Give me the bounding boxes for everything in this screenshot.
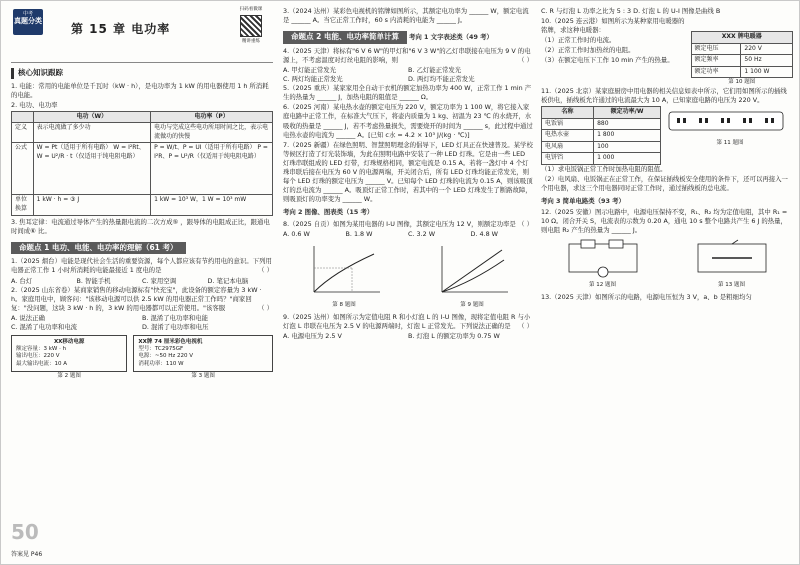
knowledge-p1: 1. 电能：常用的电能单位是千瓦时（kW · h），是电功率为 1 kW 的用电器使用 1 h 所消耗的电能。 <box>11 81 269 99</box>
question-11-part: （1）求电饭锅正常工作时加热电阻的阻值。 <box>541 164 667 173</box>
subtopic-2: 考向 2 图像、图表类（15 考） <box>283 208 374 217</box>
table-cell: 表示电流做了多少功 <box>33 123 150 143</box>
fig2-line: 额定容量：3 kW · h <box>16 346 67 353</box>
knowledge-p3: 3. 焦耳定律：电流通过导体产生的热量跟电流的二次方成⑤ ，跟导体的电阻成正比，跟通电时间成⑥ 比。 <box>11 217 270 235</box>
figure-9-caption: 第 9 题图 <box>460 301 484 308</box>
table-cell: 1 kW · h = ③ J <box>33 195 150 215</box>
question-1-options <box>11 277 273 286</box>
option[interactable]: A. 甲灯能正常发光 <box>283 66 337 75</box>
circuit-12-diagram <box>563 238 643 278</box>
socket <box>699 118 702 123</box>
option[interactable]: A. 台灯 <box>11 276 33 285</box>
figure-13-caption: 第 13 题图 <box>718 282 745 289</box>
qr-top-text: 扫码看微课 <box>239 7 263 12</box>
table-cell: 1 kW = 10³ W，1 W = 10³ mW <box>151 195 273 215</box>
figures-12-13 <box>541 238 793 290</box>
option[interactable]: D. 混淆了电功率和电压 <box>142 322 209 331</box>
ammeter-icon <box>598 267 608 277</box>
table-cell: P = W/t、P = UI（适用于所有电路） P = I²R、P = U²/R（仅适用于纯电阻电路） <box>151 143 273 195</box>
socket <box>677 118 680 123</box>
knowledge-section-title: 核心知识跟踪 <box>11 68 67 79</box>
fig3-title: XX牌 74 厘米彩色电视机 <box>138 339 203 346</box>
question-9-text: 9.（2025 达州）如图所示为定值电阻 R 和小灯泡 L 的 I-U 图像，现将定值电阻 R 与小灯泡 L 串联在电压为 2.5 V 的电源两端时，灯泡 L 正常发光。下列说法正确的是 <box>283 312 531 330</box>
subtopic-1: 考向 1 文字表述类（49 考） <box>409 33 493 42</box>
fig2-line: 最大输出电流：10 A <box>16 360 68 367</box>
table-cell: W = Pt（适用于所有电路） W = I²Rt、W = U²/R · t（仅适用于纯电阻电路） <box>33 143 150 195</box>
question-2-text: 2.（2025 山东省卷）某商家销售的移动电源标有"快充宝"，此设备的额定容量为 3 kW · h。家庭用电中，顾客问："该移动电源可以供 2.5 kW 的用电器正常工作吗？"商家回复："没问题，这块 3 kW · h 的，3 kW 的用电器都可以正常使用。"该客服 <box>11 285 262 312</box>
table-cell: 单位换算 <box>12 195 34 215</box>
figure-8 <box>304 242 384 310</box>
option[interactable]: C. 3.2 W <box>408 229 436 238</box>
resistor-r1 <box>581 240 595 248</box>
question-11-part: （2）电风扇、电饭锅正在正常工作，在保证插线板安全使用的条件下，还可以再接入一个用电器，求这三个用电器同时正常工作时，通过插线板的总电流。 <box>541 174 788 192</box>
question-8-options <box>283 230 533 239</box>
table-cell: 50 Hz <box>741 55 793 67</box>
subtopic-3: 考向 3 简单电路类（93 考） <box>541 197 625 205</box>
question-8 <box>283 220 533 229</box>
question-1-text: 1.（2025 烟台）电能是现代社会生活的重要资源，每个人都应该有节约用电的意识。下列用电器正常工作 1 小时所消耗的电能最接近 1 度电的是 <box>11 257 272 275</box>
fig3-line: 电源：~50 Hz 220 V <box>138 353 193 360</box>
table-row <box>691 55 793 67</box>
qr-code-icon[interactable] <box>240 15 262 37</box>
socket <box>721 118 724 123</box>
table-cell: 电功与完成这些电功所用时间之比，表示电流做功的快慢 <box>151 123 273 143</box>
question-2 <box>11 286 273 313</box>
table-row <box>12 123 273 143</box>
question-7: 7.（2025 新疆）在绿色照明、智慧照明理念的倡导下，LED 灯具正在快速普及。某学校等候区打造了灯光装饰墙，为此在照明电路中安装了一种 LED 灯珠。它是由一些 LED 灯珠串联组成的 LED 灯带，灯珠规格相同，额定电流是 0.15 A。若将一盏灯中 4 个灯珠串联后接在电压为 60 V 的电源两端，开关闭合后，所有 LED 灯珠均能正常发光，则每个 LED 灯珠的额定电压为 ______ V。已知每个 LED 灯珠的电流为 0.15 A，则该吸顶灯的总电流为 ______ A。吸顶灯正常工作时，若其中的一个 LED 灯珠发生了断路故障，则吸顶灯的功率变为 ______ W。 <box>283 140 533 204</box>
figure-8-graph <box>304 242 384 298</box>
option[interactable]: B. 乙灯能正常发光 <box>408 66 462 75</box>
answer-paren: （ ） <box>518 321 533 330</box>
figure-2-caption: 第 2 题图 <box>57 372 81 379</box>
fig10-title: XXX 牌电暖器 <box>691 32 793 44</box>
logo-top-text: 中考 <box>22 11 33 17</box>
answer-paren: （ ） <box>518 55 533 64</box>
figures-8-9 <box>283 242 533 310</box>
option[interactable]: B. 智能手机 <box>76 276 111 285</box>
figure-8-caption: 第 8 题图 <box>332 301 356 308</box>
table-cell: 公式 <box>12 143 34 195</box>
line-a <box>442 250 502 292</box>
figure-9-graph <box>432 242 512 298</box>
table-cell: 电饭锅 <box>542 118 594 130</box>
question-11-figures <box>541 106 793 165</box>
socket <box>727 118 730 123</box>
option[interactable]: A. 0.6 W <box>283 229 310 238</box>
table-header: 电功（W） <box>33 111 150 123</box>
question-13: 13.（2025 天津）如图所示的电路，电源电压恒为 3 V，a、b 是粗细均匀 <box>541 293 752 302</box>
page-number: 50 <box>11 519 39 544</box>
iu-curve <box>314 254 374 292</box>
table-cell: 电饼铛 <box>542 153 594 165</box>
socket <box>765 118 768 123</box>
table-row <box>542 130 661 142</box>
table-header: 电功率（P） <box>151 111 273 123</box>
option[interactable]: D. 两灯均不能正常发光 <box>408 75 475 84</box>
socket <box>749 118 752 123</box>
table-row <box>542 141 661 153</box>
question-9 <box>283 313 533 331</box>
option[interactable]: A. 说法正确 <box>11 313 45 322</box>
circuit-13-diagram <box>692 238 772 278</box>
option[interactable]: B. 灯泡 L 的额定功率为 0.75 W <box>408 331 500 340</box>
curve-b <box>442 260 504 292</box>
option[interactable]: C. 两灯均能正常发光 <box>283 75 343 84</box>
question-10-block <box>541 17 793 87</box>
table-row <box>691 66 793 78</box>
answer-paren: （ ） <box>518 219 533 228</box>
option[interactable]: D. 笔记本电脑 <box>207 276 249 285</box>
question-1 <box>11 257 273 275</box>
knowledge-p2: 2. 电功、电功率 <box>11 100 58 109</box>
option[interactable]: D. 4.8 W <box>470 229 498 238</box>
question-4-options <box>283 66 533 84</box>
socket <box>683 118 686 123</box>
answer-reference: 答案见 P46 <box>11 551 43 559</box>
switch-icon <box>732 240 738 244</box>
option[interactable]: B. 混淆了电功率和电能 <box>142 313 208 322</box>
figure-12-caption: 第 12 题图 <box>589 282 616 289</box>
table-cell: 定义 <box>12 123 34 143</box>
option[interactable]: A. 电源电压为 2.5 V <box>283 331 342 340</box>
table-cell: 1 800 <box>594 130 661 142</box>
table-cell: 电热水壶 <box>542 130 594 142</box>
topic1-title: 命题点 1 电功、电能、电功率的理解（61 考） <box>11 242 186 255</box>
formula-table <box>11 111 273 216</box>
brand-logo <box>13 9 43 35</box>
option[interactable]: B. 1.8 W <box>345 229 373 238</box>
figures-2-3 <box>11 335 273 380</box>
table-cell: 电风扇 <box>542 141 594 153</box>
answer-paren: （ ） <box>258 266 273 275</box>
table-cell: 1 100 W <box>741 66 793 78</box>
option[interactable]: C. 混淆了电功率和电流 <box>11 322 78 331</box>
power-strip-icon <box>667 106 787 136</box>
table-row <box>542 118 661 130</box>
figure-2-nameplate <box>11 335 127 372</box>
figure-11-caption: 第 11 题图 <box>716 140 744 147</box>
table-cell: 100 <box>594 141 661 153</box>
table-cell: 额定电压 <box>691 43 741 55</box>
figure-13 <box>692 238 772 290</box>
column-1 <box>11 7 273 383</box>
figure-9 <box>432 242 512 310</box>
column-3 <box>541 7 793 303</box>
question-10-part: （3）在额定电压下工作 10 min 产生的热量。 <box>541 56 674 65</box>
option[interactable]: C. 家用空调 <box>142 276 177 285</box>
chapter-title: 第 15 章 电功率 <box>71 22 171 36</box>
question-2-options <box>11 314 273 332</box>
table-cell: 220 V <box>741 43 793 55</box>
socket <box>705 118 708 123</box>
question-8-text: 8.（2025 自贡）如图为某用电器的 I-U 图像，其额定电压为 12 V，则额定功率是 <box>283 219 516 228</box>
question-10-part: （1）正常工作时的电流。 <box>541 36 616 45</box>
question-9-options <box>283 332 533 341</box>
topic2-title: 命题点 2 电能、电功率简单计算 <box>283 31 407 44</box>
question-12: 12.（2025 安徽）图示电路中，电源电压保持不变，R₁、R₂ 均为定值电阻，其中 R₁ = 10 Ω。闭合开关 S，电流表的示数为 0.20 A，通电 10 s 整个电路共产生 6 J 的热量，则电阻 R₂ 产生的热量为 ______ J。 <box>541 208 788 235</box>
resistor-r2 <box>609 240 623 248</box>
table-cell: 880 <box>594 118 661 130</box>
column-2 <box>283 7 533 341</box>
page-header <box>11 7 273 63</box>
figure-11 <box>667 106 793 148</box>
table-cell: 1 000 <box>594 153 661 165</box>
logo-main-text: 真题分类 <box>14 16 42 25</box>
question-3: 3.（2024 达州）某彩色电视机的铭牌如图所示，其额定电功率为 ______ W，额定电流是 ______ A。当它正常工作时，60 s 内消耗的电能为 ______ J。 <box>283 7 529 25</box>
fig3-line: 消耗功率：110 W <box>138 360 184 367</box>
figure-12 <box>563 238 643 290</box>
table-header: 额定功率/W <box>594 107 661 119</box>
table-row <box>12 143 273 195</box>
table-header <box>12 111 34 123</box>
qr-code[interactable] <box>233 7 269 46</box>
figure-3-nameplate <box>133 335 273 372</box>
fig3-line: 型号：TC2975GF <box>138 346 184 353</box>
question-10: 10.（2025 连云港）如图所示为某种家用电暖器的铭牌，求这种电暖器： <box>541 17 685 35</box>
figure-10-caption: 第 10 题图 <box>728 79 756 86</box>
question-6: 6.（2025 河南）某电热水壶的额定电压为 220 V，额定功率为 1 100 W，将它接入家庭电路中正常工作，在标准大气压下，将壶内质量为 1 kg、初温为 23 ℃ 的水烧开，水吸收的热量是 ______ J，若不考虑热量损失，需要烧开的时间为 ______ s，此过程中通过电热水壶的电流为 ______ A。[已知 c水 = 4.2 × 10³ J/(kg · ℃)] <box>283 103 533 139</box>
fig2-title: XX移动电源 <box>53 339 85 346</box>
socket <box>743 118 746 123</box>
figure-10-nameplate <box>691 31 794 78</box>
answer-paren: （ ） <box>258 303 273 312</box>
question-10-part: （2）正常工作时加热丝的电阻。 <box>541 46 635 55</box>
figure-3-caption: 第 3 题图 <box>191 372 215 379</box>
figure-10 <box>691 17 794 87</box>
question-11: 11.（2025 北京）某家庭厨房中用电器的相关信息如表中所示，它们用如图所示的插线板供电，插线板允许通过的电流最大为 10 A，已知家庭电路的电压为 220 V。 <box>541 86 787 105</box>
table-header: 名称 <box>542 107 594 119</box>
qr-bottom-text: 精讲重练 <box>242 39 260 45</box>
socket <box>771 118 774 123</box>
table-cell: 额定频率 <box>691 55 741 67</box>
table-row <box>691 43 793 55</box>
appliance-table <box>541 106 661 165</box>
question-9-options-cont[interactable]: C. R 与灯泡 L 功率之比为 5 : 3 D. 灯泡 L 的 U-I 图像是曲线 B <box>541 7 721 15</box>
table-row <box>542 153 661 165</box>
table-row <box>12 195 273 215</box>
fig2-line: 输出电压：220 V <box>16 353 60 360</box>
question-5: 5.（2025 重庆）某家家用全自动干衣机的额定加热功率为 400 W，正常工作 1 min 产生的热量为 ______ J，加热电阻的阻值是 ______ Ω。 <box>283 84 532 102</box>
question-4 <box>283 47 533 65</box>
table-cell: 额定功率 <box>691 66 741 78</box>
question-4-text: 4.（2025 天津）将标有"6 V 6 W"的甲灯和"6 V 3 W"的乙灯串联接在电压为 9 V 的电源上，不考虑温度对灯丝电阻的影响，则 <box>283 46 531 64</box>
